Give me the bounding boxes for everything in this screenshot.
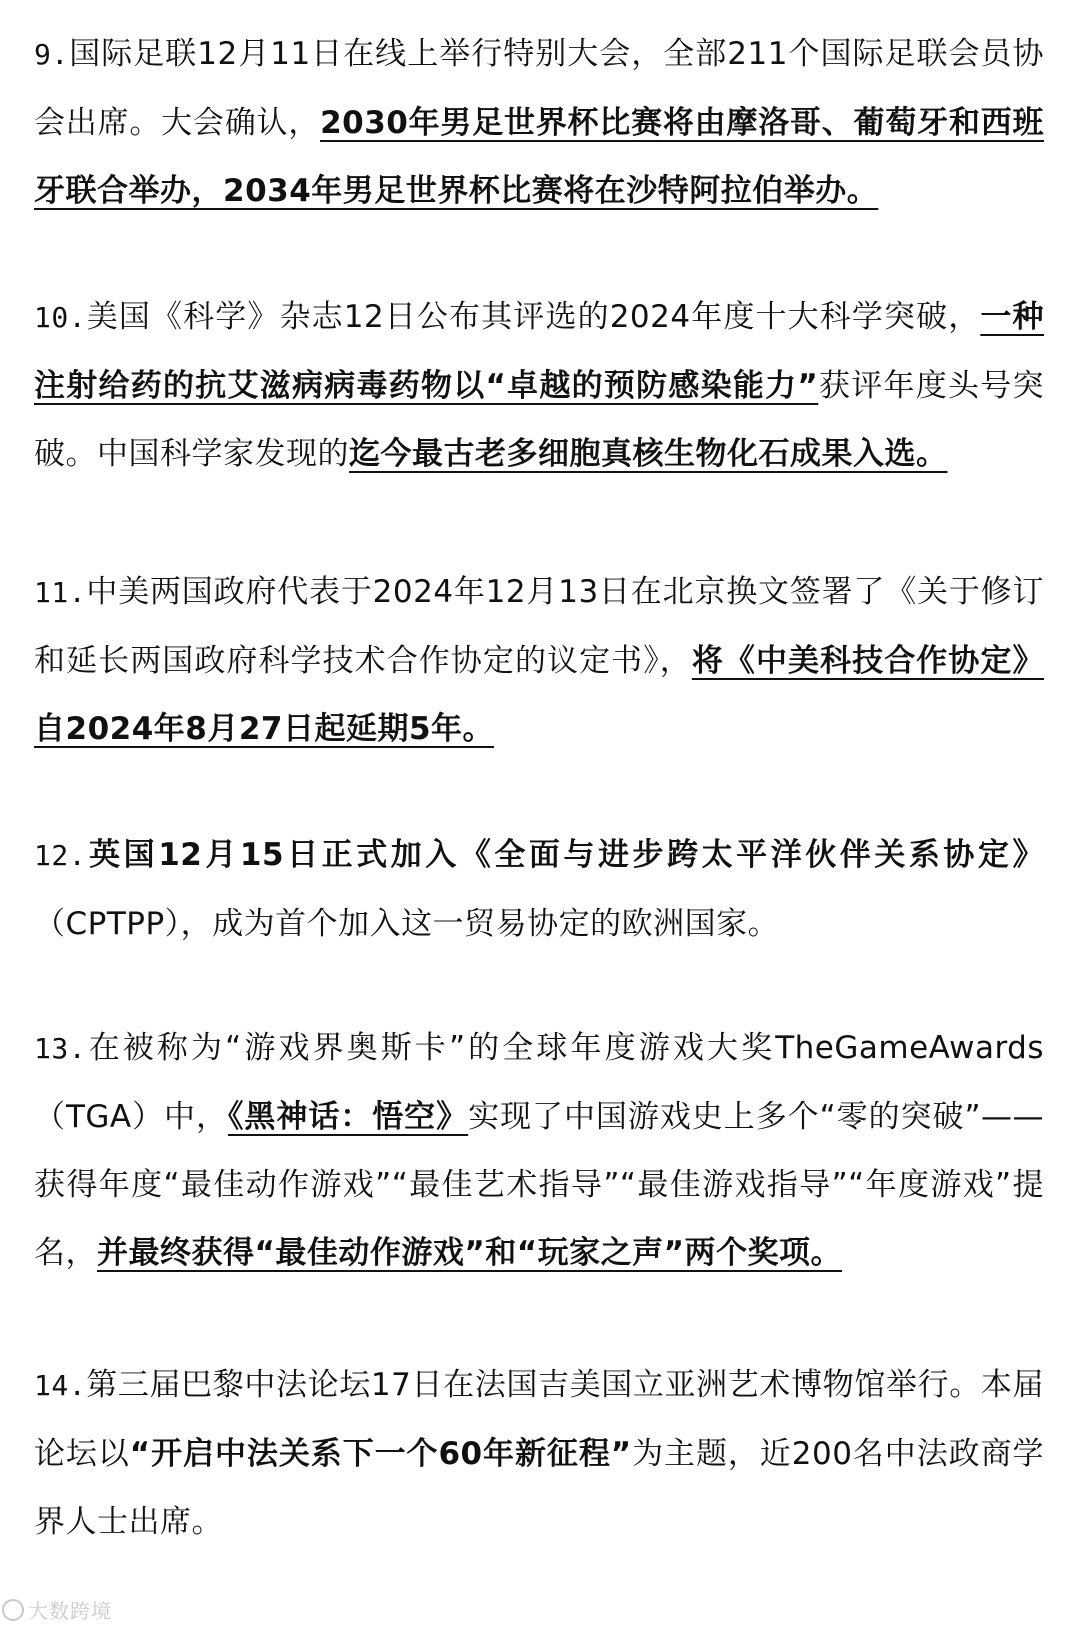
news-item-13 bbox=[34, 1014, 1044, 1287]
document-body bbox=[34, 20, 1044, 1556]
item-text: 为主题，近200名中法政商学界人士出席。 bbox=[34, 1436, 1044, 1540]
item-text: 美国《科学》杂志12日公布其评选的2024年度十大科学突破， bbox=[86, 299, 981, 335]
item-text: 第三届巴黎中法论坛17日在法国吉美国立亚洲艺术博物馆举行。本届论坛以 bbox=[34, 1367, 1044, 1472]
item-text: （CPTPP），成为首个加入这一贸易协定的欧洲国家。 bbox=[34, 906, 780, 942]
underlined-highlight: 一种注射给药的抗艾滋病病毒药物以“卓越的预防感染能力” bbox=[34, 299, 1045, 404]
underlined-highlight: 2030年男足世界杯比赛将由摩洛哥、葡萄牙和西班牙联合举办，2034年男足世界杯比赛将在沙特阿拉伯举办。 bbox=[34, 105, 1045, 209]
news-item-14 bbox=[34, 1351, 1044, 1556]
item-text: 在被称为“游戏界奥斯卡”的全球年度游戏大奖TheGameAwards（TGA）中， bbox=[34, 1030, 1044, 1135]
item-number: 12. bbox=[34, 839, 87, 872]
news-item-12 bbox=[34, 821, 1044, 958]
watermark-logo-icon bbox=[2, 1599, 24, 1621]
underlined-highlight: 并最终获得“最佳动作游戏”和“玩家之声”两个奖项。 bbox=[97, 1235, 842, 1271]
news-item-11 bbox=[34, 558, 1044, 763]
watermark bbox=[2, 1595, 112, 1624]
item-text: 中美两国政府代表于2024年12月13日在北京换文签署了《关于修订和延长两国政府科学技术合作协定的议定书》， bbox=[34, 574, 1044, 679]
news-item-9 bbox=[34, 20, 1044, 225]
bold-highlight: “开启中法关系下一个60年新征程” bbox=[129, 1436, 632, 1472]
underlined-highlight: 迄今最古老多细胞真核生物化石成果入选。 bbox=[349, 436, 948, 472]
item-number: 11. bbox=[34, 576, 87, 609]
news-item-10 bbox=[34, 283, 1044, 488]
bold-highlight: 英国12月15日正式加入《全面与进步跨太平洋伙伴关系协定》 bbox=[86, 837, 1044, 873]
item-text: 国际足联12月11日在线上举行特别大会，全部211个国际足联会员协会出席。大会确认， bbox=[34, 36, 1044, 141]
underlined-highlight: 《黑神话：悟空》 bbox=[227, 1099, 469, 1135]
item-number: 10. bbox=[34, 301, 87, 334]
item-text: 实现了中国游戏史上多个“零的突破”——获得年度“最佳动作游戏”“最佳艺术指导”“最佳游戏指导”“年度游戏”提名， bbox=[34, 1099, 1045, 1271]
watermark-text: 大数跨境 bbox=[28, 1599, 112, 1623]
item-number: 14. bbox=[34, 1369, 87, 1402]
item-text: 获评年度头号突破。中国科学家发现的 bbox=[34, 368, 1044, 472]
item-number: 13. bbox=[34, 1032, 87, 1065]
underlined-highlight: 将《中美科技合作协定》自2024年8月27日起延期5年。 bbox=[34, 643, 1045, 747]
item-number: 9. bbox=[34, 38, 69, 71]
